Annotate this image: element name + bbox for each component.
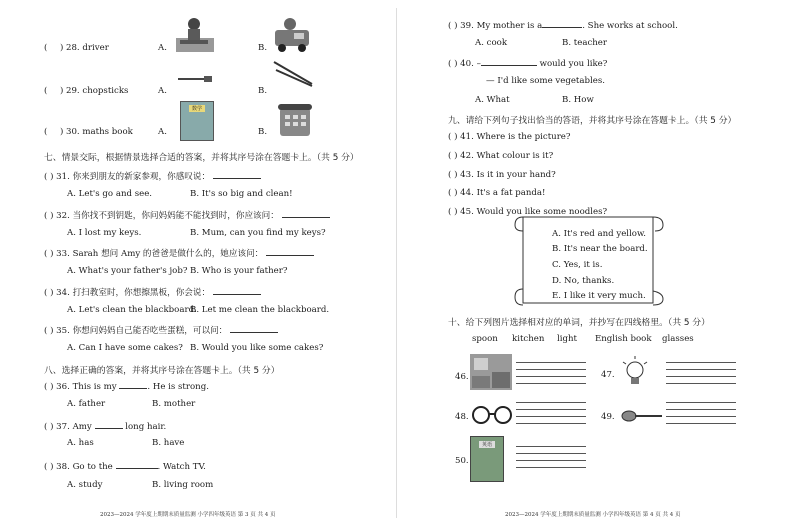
q33-option-b: B. Who is your father? (190, 266, 288, 276)
english-book-picture (470, 436, 504, 482)
fork-icon (176, 73, 214, 85)
english-book-cover-label: 英语 (479, 441, 495, 448)
section-7-heading: 七、情景交际，根据情景选择合适的答案，并将其序号涂在答题卡上。（共 5 分） (44, 153, 359, 163)
q49-writing-line-1 (666, 402, 736, 403)
q29-paren-open: ( (44, 86, 48, 96)
q47-writing-line-4 (666, 383, 736, 384)
q28-stem: 28. driver (66, 43, 109, 53)
q32-option-a: A. I lost my keys. (67, 228, 142, 238)
q29-stem: 29. chopsticks (66, 86, 129, 96)
q35-option-a: A. Can I have some cakes? (67, 343, 183, 353)
answer-option-b: B. It's near the board. (552, 244, 648, 254)
q33-stem: ( ) 33. Sarah 想问 Amy 的爸爸是做什么的，她应该问： (44, 247, 314, 259)
section-9-heading: 九、请给下列句子找出恰当的答语，并将其序号涂在答题卡上。（共 5 分） (448, 116, 737, 126)
q37-option-a: A. has (67, 438, 94, 448)
q30-option-b: B. (258, 127, 268, 137)
q36-option-a: A. father (67, 399, 106, 409)
q34-blank[interactable] (213, 286, 261, 295)
q35-stem: ( ) 35. 你想问妈妈自己能否吃些蛋糕，可以问： (44, 324, 278, 336)
telephone-icon (276, 102, 314, 138)
word-bank-english-book: English book (595, 334, 652, 344)
q46-writing-line-2 (516, 369, 586, 370)
word-bank-glasses: glasses (662, 334, 694, 344)
q28-paren-close: ) (60, 43, 64, 53)
q32-option-b: B. Mum, can you find my keys? (190, 228, 326, 238)
q48-writing-line-1 (516, 402, 586, 403)
q31-stem: ( ) 31. 你来到朋友的新家参观，你感叹说： (44, 170, 261, 182)
q50-writing-line-3 (516, 460, 586, 461)
word-bank-light: light (557, 334, 577, 344)
q29-option-b: B. (258, 86, 268, 96)
light-bulb-icon (620, 356, 650, 392)
q30-paren-open: ( (44, 127, 48, 137)
chopsticks-icon (270, 58, 316, 88)
q29-option-a: A. (158, 86, 167, 96)
glasses-icon (470, 402, 514, 426)
q34-option-a: A. Let's clean the blackboard. (67, 305, 197, 315)
q31-option-b: B. It's so big and clean! (190, 189, 293, 199)
page-divider (396, 8, 397, 518)
q39-option-a: A. cook (475, 38, 508, 48)
q37-blank[interactable] (95, 420, 123, 429)
q46-number: 46. (455, 372, 469, 382)
right-footer: 2023—2024 学年度上期期末质量监测 小学四年级英语 第 4 页 共 4 页 (505, 512, 681, 518)
q50-writing-line-2 (516, 453, 586, 454)
q47-writing-line-2 (666, 369, 736, 370)
q48-writing-line-3 (516, 416, 586, 417)
q47-number: 47. (601, 370, 615, 380)
q47-writing-line-3 (666, 376, 736, 377)
q36-option-b: B. mother (152, 399, 196, 409)
q31-option-a: A. Let's go and see. (67, 189, 153, 199)
word-bank-spoon: spoon (472, 334, 498, 344)
q30-stem: 30. maths book (66, 127, 133, 137)
left-footer: 2023—2024 学年度上期期末质量监测 小学四年级英语 第 3 页 共 4 页 (100, 512, 276, 518)
q38-blank[interactable] (116, 460, 158, 469)
q50-number: 50. (455, 456, 469, 466)
section-10-heading: 十、给下列图片选择相对应的单词，并抄写在四线格里。（共 5 分） (448, 318, 710, 328)
q43-stem: ( ) 43. Is it in your hand? (448, 170, 556, 180)
q38-stem: ( ) 38. Go to the . Watch TV. (44, 462, 206, 472)
kitchen-picture (470, 354, 512, 390)
q39-stem: ( ) 39. My mother is a . She works at school. (448, 21, 678, 31)
q38-option-a: A. study (67, 480, 103, 490)
q48-number: 48. (455, 412, 469, 422)
q46-writing-line-3 (516, 376, 586, 377)
q29-paren-close: ) (60, 86, 64, 96)
q40-option-b: B. How (562, 95, 594, 105)
answer-option-d: D. No, thanks. (552, 276, 615, 286)
cook-icon (174, 16, 216, 54)
q39-option-b: B. teacher (562, 38, 607, 48)
word-bank-kitchen: kitchen (512, 334, 545, 344)
q37-option-b: B. have (152, 438, 185, 448)
q35-option-b: B. Would you like some cakes? (190, 343, 324, 353)
q40-blank[interactable] (481, 57, 537, 66)
q50-writing-line-1 (516, 446, 586, 447)
q35-blank[interactable] (230, 324, 278, 333)
q32-blank[interactable] (282, 209, 330, 218)
q42-stem: ( ) 42. What colour is it? (448, 151, 554, 161)
q36-blank[interactable] (119, 380, 147, 389)
q28-option-b: B. (258, 43, 268, 53)
q45-stem: ( ) 45. Would you like some noodles? (448, 207, 608, 217)
q50-writing-line-4 (516, 467, 586, 468)
q33-blank[interactable] (266, 247, 314, 256)
q31-blank[interactable] (213, 170, 261, 179)
q47-writing-line-1 (666, 362, 736, 363)
answer-option-a: A. It's red and yellow. (552, 229, 647, 239)
q28-option-a: A. (158, 43, 167, 53)
q32-stem: ( ) 32. 当你找不到钥匙，你问妈妈能不能找到时，你应该问： (44, 209, 330, 221)
q39-blank[interactable] (542, 19, 582, 28)
q28-paren-open: ( (44, 43, 48, 53)
q34-stem: ( ) 34. 打扫教室时，你想擦黑板，你会说： (44, 286, 261, 298)
q46-writing-line-4 (516, 383, 586, 384)
section-8-heading: 八、选择正确的答案，并将其序号涂在答题卡上。（共 5 分） (44, 366, 280, 376)
q30-paren-close: ) (60, 127, 64, 137)
q37-stem: ( ) 37. Amy long hair. (44, 422, 167, 432)
q40-stem: ( ) 40. – would you like? (448, 59, 608, 69)
q49-writing-line-3 (666, 416, 736, 417)
answer-option-e: E. I like it very much. (552, 291, 646, 301)
q46-writing-line-1 (516, 362, 586, 363)
q48-writing-line-2 (516, 409, 586, 410)
q38-option-b: B. living room (152, 480, 214, 490)
answer-option-c: C. Yes, it is. (552, 260, 603, 270)
q48-writing-line-4 (516, 423, 586, 424)
maths-book-picture (180, 101, 214, 141)
q49-writing-line-4 (666, 423, 736, 424)
maths-book-cover-label: 数学 (189, 105, 205, 112)
q41-stem: ( ) 41. Where is the picture? (448, 132, 571, 142)
q40-option-a: A. What (475, 95, 510, 105)
spoon-icon (620, 406, 664, 426)
driver-truck-icon (272, 16, 312, 54)
q49-writing-line-2 (666, 409, 736, 410)
q44-stem: ( ) 44. It's a fat panda! (448, 188, 546, 198)
q34-option-b: B. Let me clean the blackboard. (190, 305, 330, 315)
q36-stem: ( ) 36. This is my . He is strong. (44, 382, 209, 392)
q30-option-a: A. (158, 127, 167, 137)
q40-reply: — I'd like some vegetables. (486, 76, 605, 86)
q33-option-a: A. What's your father's job? (67, 266, 188, 276)
q49-number: 49. (601, 412, 615, 422)
